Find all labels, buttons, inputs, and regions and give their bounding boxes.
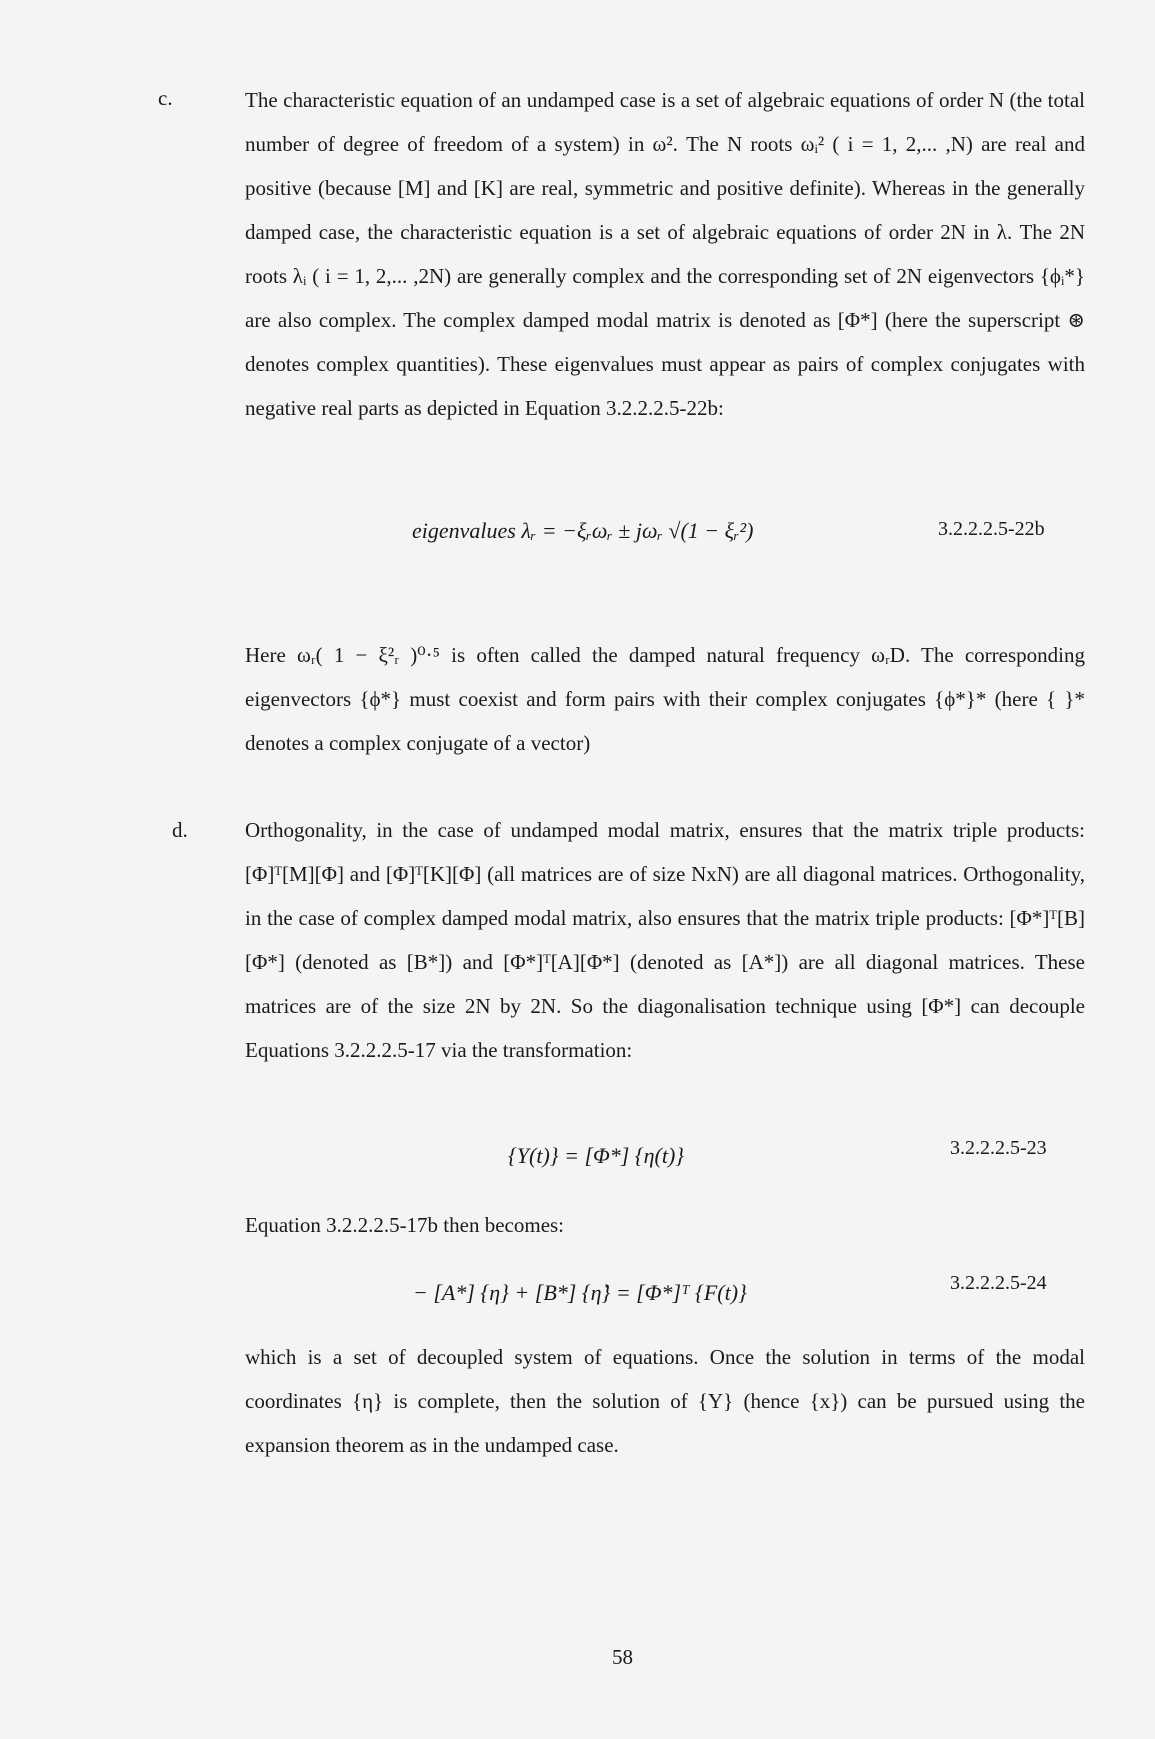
item-marker-d: d.	[172, 818, 188, 842]
paragraph-c: The characteristic equation of an undamped case is a set of algebraic equations of order N (the total number of degree of freedom of a system) in ω². The N roots ωᵢ² ( i = 1, 2,... ,N) are real and positive (because [M] and [K] are real, symmetric and positive definite). Whereas in the generally damped case, the characteristic equation is a set of algebraic equations of order 2N in λ. The 2N roots λᵢ ( i = 1, 2,... ,2N) are generally complex and the corresponding set of 2N eigenvectors {ϕᵢ*} are also complex. The complex damped modal matrix is denoted as [Φ*] (here the superscript ⊛ denotes complex quantities). These eigenvalues must appear as pairs of complex conjugates with negative real parts as depicted in Equation 3.2.2.2.5-22b:	[245, 88, 1085, 420]
equation-24: − [A*] {η} + [B*] {η̇} = [Φ*]ᵀ {F(t)}	[413, 1280, 747, 1305]
paragraph-c-followup: Here ωᵣ( 1 − ξ²ᵣ )⁰·⁵ is often called the damped natural frequency ωᵣD. The corresponding eigenvectors {ϕ*} must coexist and form pairs with their complex conjugates {ϕ*}* (here { }* denotes a complex conjugate of a vector)	[245, 643, 1085, 755]
equation-number-22b: 3.2.2.2.5-22b	[938, 518, 1045, 540]
item-marker-c: c.	[158, 86, 173, 110]
paragraph-d: Orthogonality, in the case of undamped modal matrix, ensures that the matrix triple products: [Φ]ᵀ[M][Φ] and [Φ]ᵀ[K][Φ] (all matrices are of size NxN) are all diagonal matrices. Orthogonality, in the case of complex damped modal matrix, also ensures that the matrix triple products: [Φ*]ᵀ[B][Φ*] (denoted as [B*]) and [Φ*]ᵀ[A][Φ*] (denoted as [A*]) are all diagonal matrices. These matrices are of the size 2N by 2N. So the diagonalisation technique using [Φ*] can decouple Equations 3.2.2.2.5-17 via the transformation:	[245, 818, 1085, 1062]
equation-22b: eigenvalues λᵣ = −ξᵣωᵣ ± jωᵣ √(1 − ξᵣ²)	[412, 518, 754, 543]
equation-23: {Y(t)} = [Φ*] {η(t)}	[508, 1143, 685, 1168]
paragraph-d-intermediate: Equation 3.2.2.2.5-17b then becomes:	[245, 1213, 565, 1237]
equation-number-23: 3.2.2.2.5-23	[950, 1137, 1047, 1159]
paragraph-d-closing: which is a set of decoupled system of equations. Once the solution in terms of the modal coordinates {η} is complete, then the solution of {Y} (hence {x}) can be pursued using the expansion theorem as in the undamped case.	[245, 1345, 1085, 1457]
equation-number-24: 3.2.2.2.5-24	[950, 1272, 1047, 1294]
page-number: 58	[612, 1645, 633, 1669]
